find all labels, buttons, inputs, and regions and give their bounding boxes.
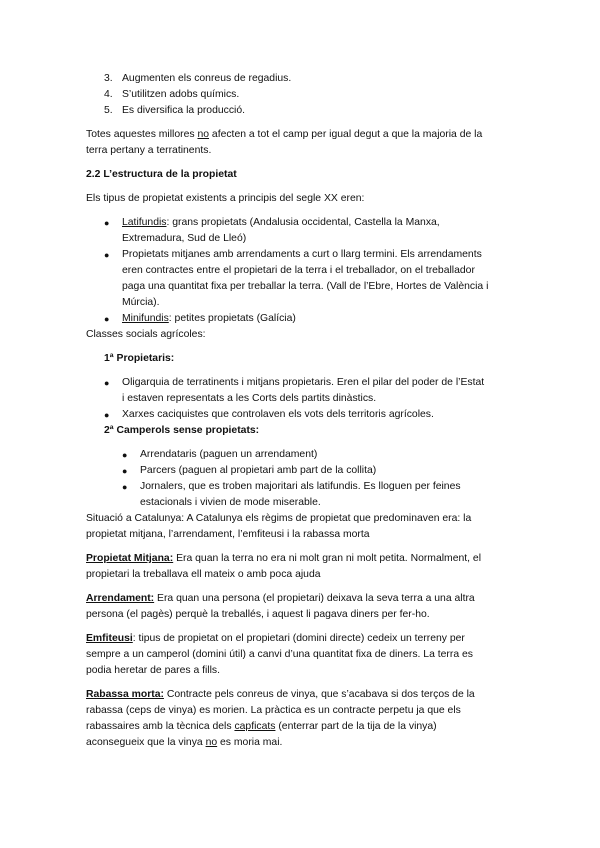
bullet-parcers: Parcers (paguen al propietari amb part de la collita) — [140, 465, 377, 476]
bullet-mitjanes-line: paga una quantitat fixa per treballar la terra. (Vall de l’Ebre, Hortes de València i — [122, 281, 489, 292]
section-heading: 2.2 L’estructura de la propietat — [86, 169, 237, 180]
text: (enterrar part de la tija de la vinya) — [275, 721, 437, 732]
paragraph-mitjana-line: propietari la treballava ell mateix o amb poca ajuda — [86, 569, 321, 580]
paragraph-arrendament — [86, 592, 475, 606]
text: Era quan una persona (el propietari) deixava la seva terra a una altra — [154, 593, 475, 604]
list-number: 4. — [104, 89, 113, 100]
text: es moria mai. — [217, 737, 283, 748]
paragraph-millores — [86, 128, 482, 142]
paragraph-emfiteusi — [86, 632, 465, 646]
list-item: Augmenten els conreus de regadius. — [122, 73, 292, 84]
paragraph-tipus: Els tipus de propietat existents a principis del segle XX eren: — [86, 193, 365, 204]
underlined-word: no — [197, 129, 210, 140]
list-item: Es diversifica la producció. — [122, 105, 246, 116]
bullet-icon: ● — [104, 378, 110, 388]
bullet-latifundis-line: Extremadura, Sud de Lleó) — [122, 233, 247, 244]
list-number: 5. — [104, 105, 113, 116]
list-number: 3. — [104, 73, 113, 84]
bullet-xarxes: Xarxes caciquistes que controlaven els vots dels territoris agrícoles. — [122, 409, 434, 420]
bullet-mitjanes-line: eren contractes entre el propietari de la terra i el treballador, on el treballador — [122, 265, 475, 276]
term: Emfiteusi — [86, 633, 133, 644]
bullet-icon: ● — [122, 466, 128, 476]
text: aconsegueix que la vinya — [86, 737, 206, 748]
paragraph-rabassa-line: rabassa (ceps de vinya) es morien. La pràctica es un contracte perpetu ja que els — [86, 705, 461, 716]
paragraph-rabassa — [86, 688, 475, 702]
text: rabassaires amb la tècnica dels — [86, 721, 235, 732]
subheading-propietaris: 1ª Propietaris: — [104, 353, 175, 364]
bullet-mitjanes: Propietats mitjanes amb arrendaments a curt o llarg termini. Els arrendaments — [122, 249, 482, 260]
paragraph-situacio: Situació a Catalunya: A Catalunya els règims de propietat que predominaven era: la — [86, 513, 472, 524]
subheading-camperols: 2ª Camperols sense propietats: — [104, 425, 260, 436]
text: : tipus de propietat on el propietari (domini directe) cedeix un terreny per — [132, 633, 465, 644]
text: : grans propietats (Andalusia occidental, Castella la Manxa, — [166, 217, 440, 228]
paragraph-rabassa-line — [86, 736, 282, 750]
text: Totes aquestes millores — [86, 129, 198, 140]
bullet-jornalers-line: estacionals i vivien de mode miserable. — [140, 497, 321, 508]
bullet-icon: ● — [104, 314, 110, 324]
bullet-icon: ● — [122, 450, 128, 460]
term: Arrendament: — [86, 593, 155, 604]
list-item: S’utilitzen adobs químics. — [122, 89, 240, 100]
term: Propietat Mitjana: — [86, 553, 174, 564]
paragraph-arrendament-line: persona (el pagès) perquè la treballés, i aquest li pagava diners per fer-ho. — [86, 609, 430, 620]
bullet-minifundis — [122, 312, 296, 326]
paragraph-situacio-line: propietat mitjana, l’arrendament, l’emfiteusi i la rabassa morta — [86, 529, 370, 540]
bullet-icon: ● — [104, 218, 110, 228]
paragraph-emfiteusi-line: sempre a un camperol (domini útil) a canvi d’una quantitat fixa de diners. La terra es — [86, 649, 473, 660]
term: Rabassa morta: — [86, 689, 164, 700]
text: afecten a tot el camp per igual degut a que la majoria de la — [209, 129, 483, 140]
bullet-oligarquia-line: i estaven representats a les Corts dels partits dinàstics. — [122, 393, 377, 404]
paragraph-mitjana — [86, 552, 481, 566]
bullet-icon: ● — [122, 482, 128, 492]
term: Minifundis — [122, 313, 169, 324]
bullet-icon: ● — [104, 410, 110, 420]
bullet-jornalers: Jornalers, que es troben majoritari als latifundis. Es lloguen per feines — [140, 481, 461, 492]
bullet-mitjanes-line: Múrcia). — [122, 297, 160, 308]
paragraph-emfiteusi-line: podia heretar de pares a fills. — [86, 665, 221, 676]
bullet-latifundis — [122, 216, 440, 230]
text: : petites propietats (Galícia) — [168, 313, 296, 324]
text: Contracte pels conreus de vinya, que s’acabava si dos terços de la — [163, 689, 475, 700]
paragraph-millores-line: terra pertany a terratinents. — [86, 145, 212, 156]
text: Era quan la terra no era ni molt gran ni molt petita. Normalment, el — [173, 553, 482, 564]
underlined-word: capficats — [234, 721, 276, 732]
term: Latifundis — [122, 217, 167, 228]
bullet-oligarquia: Oligarquia de terratinents i mitjans propietaris. Eren el pilar del poder de l’Estat — [122, 377, 485, 388]
underlined-word: no — [205, 737, 218, 748]
bullet-icon: ● — [104, 250, 110, 260]
bullet-arrendataris: Arrendataris (paguen un arrendament) — [140, 449, 318, 460]
paragraph-rabassa-line — [86, 720, 437, 734]
classes-label: Classes socials agrícoles: — [86, 329, 206, 340]
